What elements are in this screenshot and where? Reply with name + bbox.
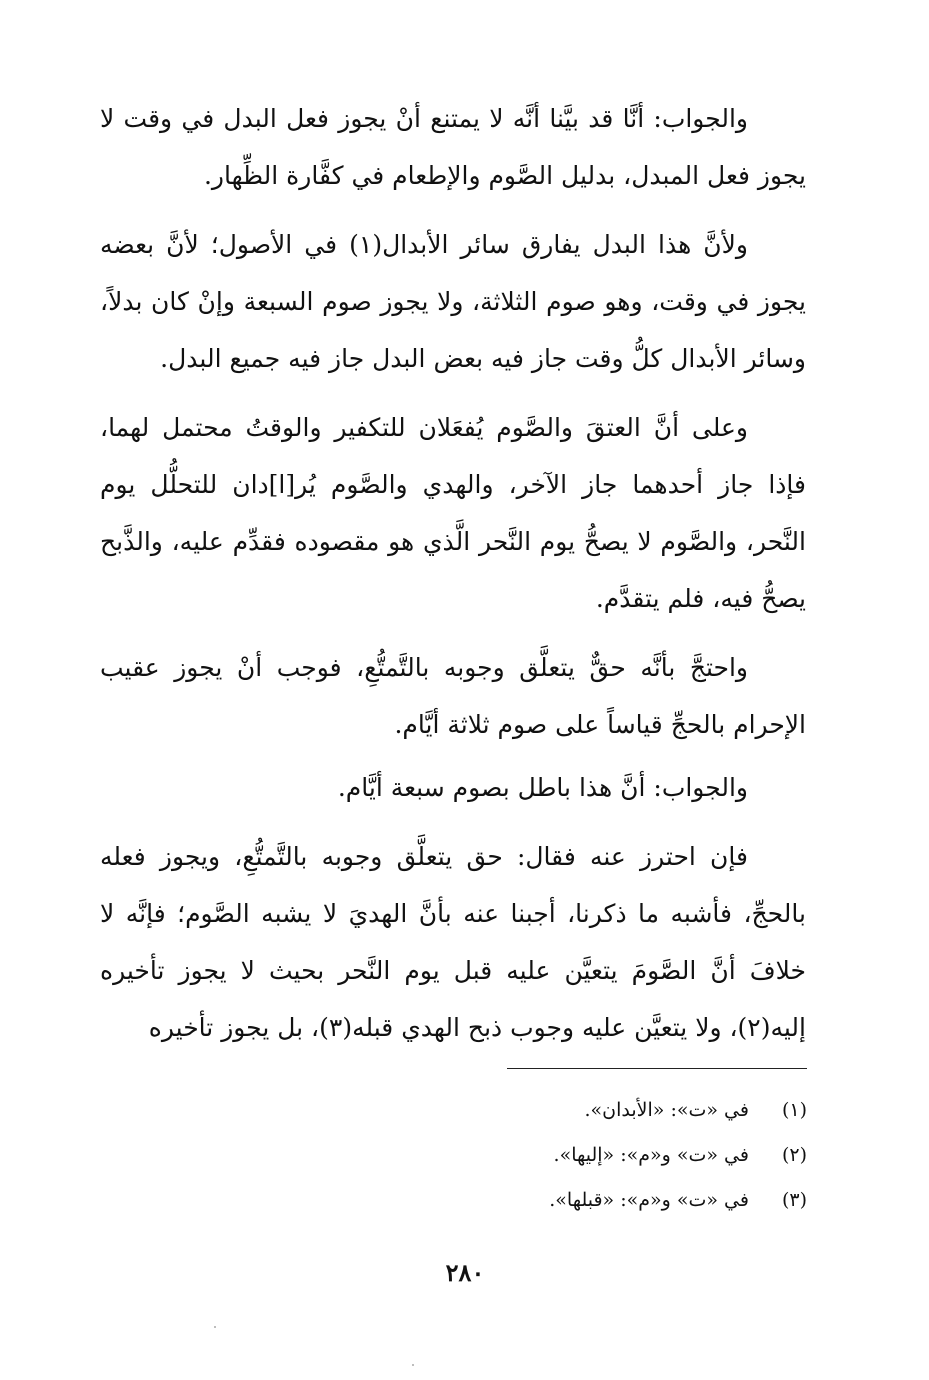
footnote-3	[300, 1178, 807, 1223]
footnote-1	[300, 1088, 807, 1133]
footnote-text: في «ت»: «الأبدان».	[584, 1099, 749, 1121]
paragraph-5: والجواب: أنَّ هذا باطل بصوم سبعة أيَّام.	[337, 773, 748, 802]
paragraph-6: فإن احترز عنه فقال: حق يتعلَّق وجوبه بالتَّمتُّعِ، ويجوز فعله بالحجِّ، فأشبه ما ذكرنا، أجبنا عنه بأنَّ الهديَ لا يشبه الصَّوم؛ فإنَّه لا خلافَ أنَّ الصَّومَ يتعيَّن عليه قبل يوم النَّحر بحيث لا يجوز تأخيره إليه(٢)، ولا يتعيَّن عليه وجوب ذبح الهدي قبله(٣)، بل يجوز تأخيره	[100, 842, 806, 1042]
footnote-divider	[507, 1068, 807, 1069]
main-text	[100, 90, 806, 1068]
scan-speck	[412, 1364, 414, 1366]
paragraph-3: وعلى أنَّ العتقَ والصَّوم يُفعَلان للتكفير والوقتُ محتمل لهما، فإذا جاز أحدهما جاز الآخر، والهدي والصَّوم يُر[ا]دان للتحلُّل يوم النَّحر، والصَّوم لا يصحُّ يوم النَّحر الَّذي هو مقصوده فقدِّم عليه، والذَّبح يصحُّ فيه، فلم يتقدَّم.	[100, 413, 806, 613]
footnote-2	[300, 1133, 807, 1178]
footnote-text: في «ت» و«م»: «قبلها».	[549, 1189, 749, 1211]
paragraph-2: ولأنَّ هذا البدل يفارق سائر الأبدال(١) في الأصول؛ لأنَّ بعضه يجوز في وقت، وهو صوم الثلاثة، ولا يجوز صوم السبعة وإنْ كان بدلاً، وسائر الأبدال كلُّ وقت جاز فيه بعض البدل جاز فيه جميع البدل.	[100, 230, 806, 373]
footnote-number: (٣)	[781, 1189, 807, 1211]
paragraph-4: واحتجَّ بأنَّه حقٌّ يتعلَّق وجوبه بالتَّمتُّعِ، فوجب أنْ يجوز عقيب الإحرام بالحجِّ قياساً على صوم ثلاثة أيَّام.	[100, 653, 806, 739]
footnote-text: في «ت» و«م»: «إليها».	[553, 1144, 749, 1166]
footnote-number: (٢)	[781, 1144, 807, 1166]
footnotes	[300, 1088, 807, 1223]
page-number: ٢٨٠	[445, 1258, 485, 1287]
scan-speck	[214, 1326, 216, 1328]
footnote-number: (١)	[781, 1099, 807, 1121]
paragraph-1: والجواب: أنَّا قد بيَّنا أنَّه لا يمتنع أنْ يجوز فعل البدل في وقت لا يجوز فعل المبدل، بدليل الصَّوم والإطعام في كفَّارة الظِّهار.	[100, 104, 806, 190]
